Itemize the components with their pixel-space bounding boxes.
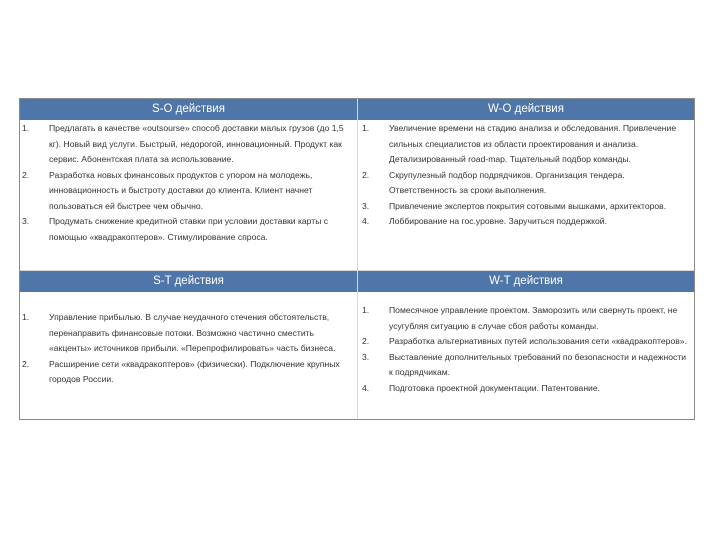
item-text: Привлечение экспертов покрытия сотовыми вышками, архитекторов.	[389, 200, 667, 211]
item-text: Подготовка проектной документации. Патентование.	[389, 382, 601, 393]
st-header: S-T действия	[20, 271, 357, 292]
so-cell	[22, 121, 352, 245]
list-item	[362, 303, 692, 334]
item-number: 3.	[22, 216, 30, 226]
wo-header: W-O действия	[358, 99, 694, 120]
item-text: Лоббирование на гос.уровне. Заручиться поддержкой.	[389, 216, 607, 226]
item-text: Увеличение времени на стадию анализа и обследования. Привлечение сильных специалистов из области проектирования и анализа. Детализированный road-map. Тщательный подбор команды.	[389, 123, 677, 164]
item-number: 1.	[22, 312, 30, 322]
list-item	[22, 121, 352, 168]
item-number: 1.	[362, 123, 370, 133]
wt-header: W-T действия	[358, 271, 694, 292]
item-number: 4.	[362, 216, 370, 226]
item-text: Продумать снижение кредитной ставки при условии доставки карты с помощью «квадракоптеров». Стимулирование спроса.	[49, 216, 329, 242]
item-text: Управление прибылью. В случае неудачного стечения обстоятельств, перенаправить финансовые потоки. Возможно частично сместить «акценты» источников прибыли. «Перепрофилировать» часть бизнеса.	[49, 312, 336, 353]
item-text: Помесячное управление проектом. Заморозить или свернуть проект, не усугубляя ситуацию в случае сбоя работы команды.	[389, 305, 678, 331]
wt-cell	[362, 303, 692, 396]
list-item	[362, 121, 692, 168]
item-number: 3.	[362, 351, 370, 362]
list-item	[22, 168, 352, 215]
list-item	[362, 168, 692, 199]
item-text: Предлагать в качестве «outsourse» способ доставки малых грузов (до 1,5 кг). Новый вид услуги. Быстрый, недорогой, инновационный. Продукт как сервис. Абонентская плата за использование.	[49, 123, 344, 164]
item-text: Разработка новых финансовых продуктов с упором на молодежь, инновационность и быстроту доставки до клиента. Клиент начнет пользоваться ей быстрее чем обычно.	[49, 169, 313, 211]
item-number: 2.	[22, 169, 30, 180]
item-number: 1.	[22, 123, 30, 133]
list-item	[22, 214, 352, 245]
so-header: S-O действия	[20, 99, 357, 120]
list-item	[362, 199, 692, 215]
item-number: 1.	[362, 305, 370, 315]
item-number: 3.	[362, 200, 370, 211]
item-number: 4.	[362, 382, 370, 393]
list-item	[362, 350, 692, 381]
st-cell	[22, 310, 352, 388]
list-item	[362, 334, 692, 350]
column-divider	[357, 99, 358, 419]
wo-cell	[362, 121, 692, 230]
item-number: 2.	[22, 358, 30, 369]
item-text: Разработка альтернативных путей использования сети «квадракоптеров».	[389, 336, 687, 346]
item-number: 2.	[362, 169, 370, 180]
list-item	[22, 310, 352, 357]
item-text: Скрупулезный подбор подрядчиков. Организация тендера. Ответственность за сроки выполнения.	[389, 169, 625, 195]
item-text: Выставление дополнительных требований по безопасности и надежности к подрядчикам.	[389, 351, 687, 377]
list-item	[362, 214, 692, 230]
list-item	[22, 357, 352, 388]
list-item	[362, 381, 692, 397]
swot-action-matrix	[19, 98, 695, 420]
item-number: 2.	[362, 336, 370, 346]
item-text: Расширение сети «квадракоптеров» (физически). Подключение крупных городов России.	[49, 358, 340, 384]
